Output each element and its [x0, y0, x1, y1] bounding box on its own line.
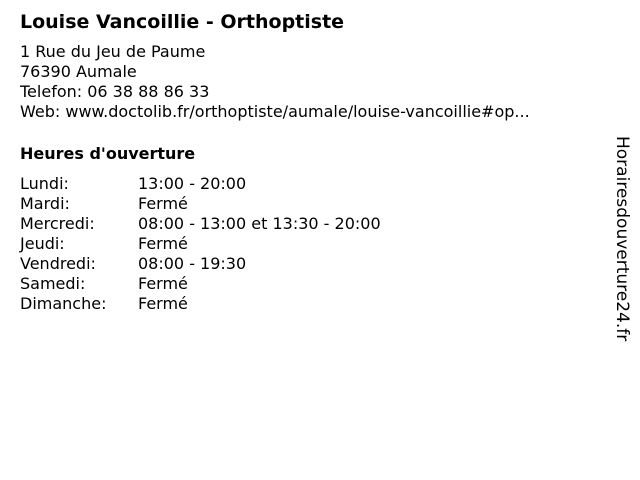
phone-number[interactable]: Telefon: 06 38 88 86 33 [20, 82, 210, 101]
hours-row-vendredi [20, 254, 600, 274]
day-label: Mardi: [20, 194, 70, 213]
day-label: Mercredi: [20, 214, 95, 233]
day-hours: 08:00 - 13:00 et 13:30 - 20:00 [138, 214, 381, 233]
day-label: Dimanche: [20, 294, 107, 313]
day-hours: Fermé [138, 234, 188, 253]
business-card [20, 10, 600, 314]
opening-hours-table [20, 174, 600, 314]
hours-row-lundi [20, 174, 600, 194]
day-hours: Fermé [138, 294, 188, 313]
address-street: 1 Rue du Jeu de Paume [20, 42, 206, 61]
day-label: Vendredi: [20, 254, 96, 273]
site-watermark: Horairesdouverture24.fr [612, 136, 632, 342]
day-hours: 08:00 - 19:30 [138, 254, 247, 273]
business-name: Louise Vancoillie - Orthoptiste [20, 11, 345, 33]
day-label: Lundi: [20, 174, 69, 193]
website-link[interactable]: Web: www.doctolib.fr/orthoptiste/aumale/louise-vancoillie#op... [20, 102, 530, 121]
day-hours: 13:00 - 20:00 [138, 174, 247, 193]
address-city: 76390 Aumale [20, 62, 137, 81]
hours-row-mardi [20, 194, 600, 214]
opening-hours-heading: Heures d'ouverture [20, 144, 196, 163]
hours-row-jeudi [20, 234, 600, 254]
day-hours: Fermé [138, 194, 188, 213]
day-label: Jeudi: [20, 234, 65, 253]
hours-row-dimanche [20, 294, 600, 314]
hours-row-mercredi [20, 214, 600, 234]
day-label: Samedi: [20, 274, 86, 293]
hours-row-samedi [20, 274, 600, 294]
day-hours: Fermé [138, 274, 188, 293]
